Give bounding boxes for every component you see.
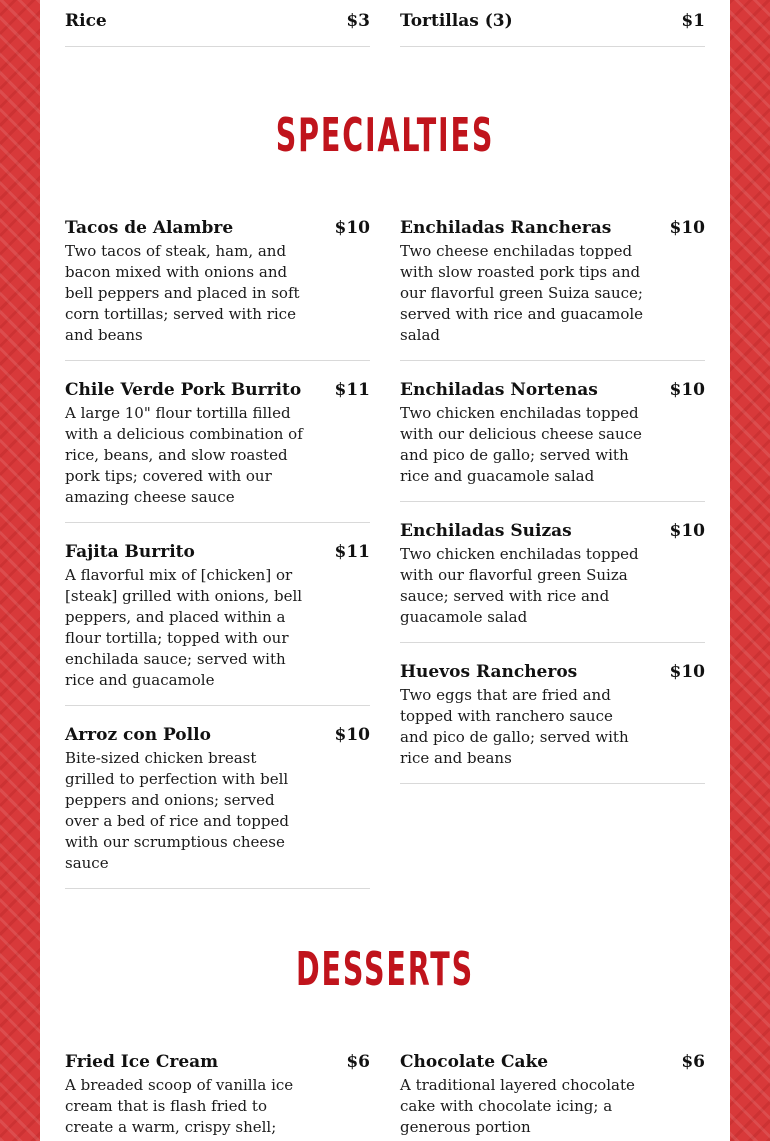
menu-item	[400, 379, 705, 502]
menu-item	[400, 10, 705, 47]
menu-item	[65, 1051, 370, 1141]
item-description: A traditional layered chocolate cake with chocolate icing; a generous portion	[400, 1076, 635, 1136]
desserts-column-right	[400, 1051, 705, 1141]
item-price: $10	[669, 521, 705, 541]
menu-item	[65, 10, 370, 47]
specialties-column-left	[65, 217, 370, 907]
item-description: Two chicken enchiladas topped with our delicious cheese sauce and pico de gallo; served with rice and guacamole salad	[400, 404, 642, 485]
item-description: Two tacos of steak, ham, and bacon mixed with onions and bell peppers and placed in soft corn tortillas; served with rice and beans	[65, 242, 300, 344]
item-price: $11	[334, 542, 370, 562]
item-price: $10	[669, 380, 705, 400]
item-name: Rice	[65, 11, 107, 31]
section-title-desserts: DESSERTS	[296, 942, 474, 996]
item-price: $10	[669, 218, 705, 238]
menu-item	[400, 217, 705, 361]
menu-item	[400, 1051, 705, 1141]
item-price: $11	[334, 380, 370, 400]
sides-column-left	[65, 10, 370, 65]
item-description: Two chicken enchiladas topped with our flavorful green Suiza sauce; served with rice and guacamole salad	[400, 545, 639, 626]
item-name: Fajita Burrito	[65, 542, 195, 562]
menu-item	[400, 661, 705, 784]
item-name: Arroz con Pollo	[65, 725, 211, 745]
item-name: Chile Verde Pork Burrito	[65, 380, 302, 400]
item-name: Tortillas (3)	[400, 11, 513, 31]
menu-item	[65, 724, 370, 889]
item-name: Tacos de Alambre	[65, 218, 234, 238]
item-description: A breaded scoop of vanilla ice cream that is flash fried to create a warm, crispy shell;	[65, 1076, 294, 1136]
section-title-specialties: SPECIALTIES	[275, 108, 495, 162]
item-price: $1	[681, 11, 705, 31]
menu-item	[65, 541, 370, 706]
item-price: $6	[681, 1052, 705, 1072]
menu-item	[65, 379, 370, 523]
item-name: Chocolate Cake	[400, 1052, 549, 1072]
item-description: A flavorful mix of [chicken] or [steak] grilled with onions, bell peppers, and placed within a flour tortilla; topped with our enchilada sauce; served with rice and guacamole	[65, 566, 303, 689]
sides-column-right	[400, 10, 705, 65]
item-name: Enchiladas Rancheras	[400, 218, 612, 238]
item-name: Enchiladas Nortenas	[400, 380, 598, 400]
item-price: $6	[346, 1052, 370, 1072]
item-price: $3	[346, 11, 370, 31]
menu-item	[400, 520, 705, 643]
item-name: Enchiladas Suizas	[400, 521, 572, 541]
item-price: $10	[669, 662, 705, 682]
item-description: Bite-sized chicken breast grilled to perfection with bell peppers and onions; served over a bed of rice and topped with our scrumptious cheese sauce	[65, 749, 289, 872]
item-description: Two cheese enchiladas topped with slow roasted pork tips and our flavorful green Suiza sauce; served with rice and guacamole salad	[400, 242, 644, 344]
item-price: $10	[334, 218, 370, 238]
item-description: A large 10" flour tortilla filled with a delicious combination of rice, beans, and slow roasted pork tips; covered with our amazing cheese sauce	[65, 404, 303, 506]
specialties-column-right	[400, 217, 705, 802]
item-name: Fried Ice Cream	[65, 1052, 219, 1072]
item-price: $10	[334, 725, 370, 745]
menu-item	[65, 217, 370, 361]
item-description: Two eggs that are fried and topped with ranchero sauce and pico de gallo; served with rice and beans	[400, 686, 629, 767]
menu-page	[40, 0, 730, 1141]
item-name: Huevos Rancheros	[400, 662, 578, 682]
desserts-column-left	[65, 1051, 370, 1141]
